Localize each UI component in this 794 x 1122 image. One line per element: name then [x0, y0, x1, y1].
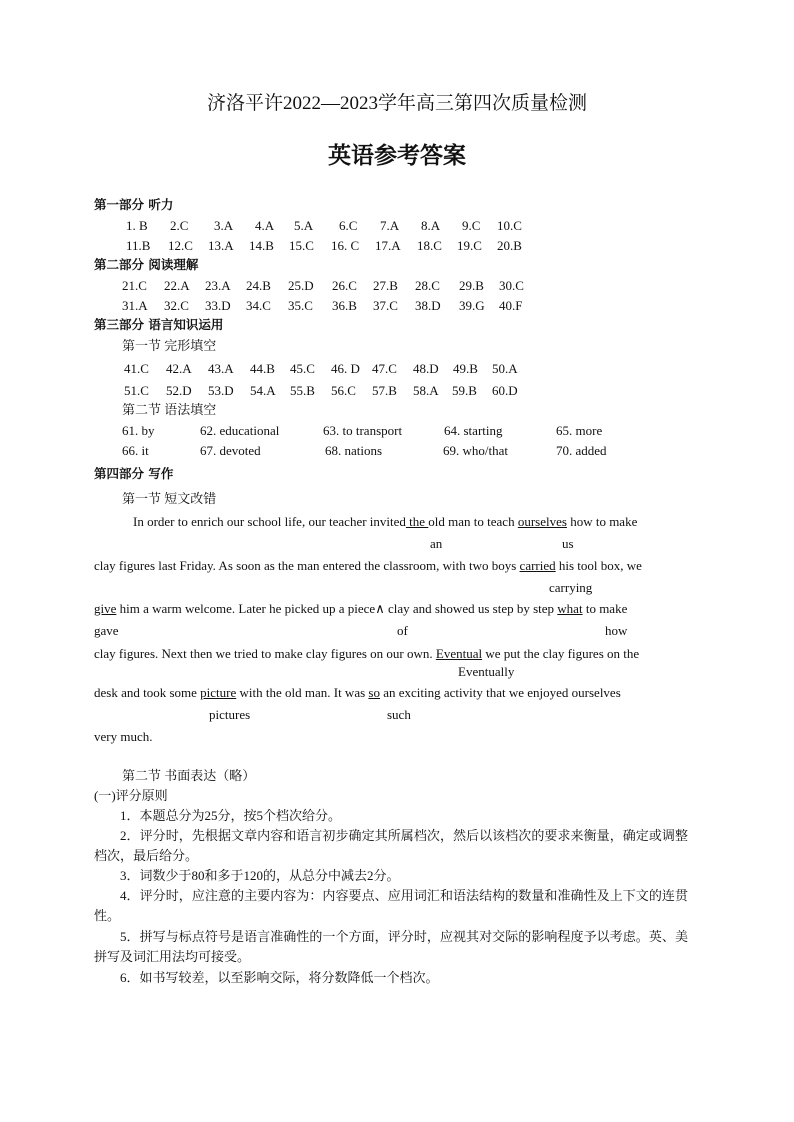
answer-item: 1. B: [126, 218, 148, 233]
part1-heading: 第一部分 听力: [94, 197, 174, 212]
scoring-principles-heading: (一)评分原则: [94, 788, 168, 803]
answer-item: 9.C: [462, 218, 481, 233]
passage-text: old man to teach: [428, 514, 518, 529]
error-word: the: [405, 514, 429, 529]
answer-item: 23.A: [205, 278, 231, 293]
answer-item: 15.C: [289, 238, 314, 253]
passage-text: to make: [582, 601, 628, 616]
error-word: what: [557, 601, 583, 616]
answer-item: 35.C: [288, 298, 313, 313]
answer-item: 44.B: [250, 361, 275, 376]
error-word: picture: [200, 685, 237, 700]
answer-item: 12.C: [168, 238, 193, 253]
answer-item: 58.A: [413, 383, 439, 398]
passage-text: his tool box, we: [555, 558, 642, 573]
answer-item: 60.D: [492, 383, 518, 398]
answer-item: 43.A: [208, 361, 234, 376]
answer-item: 31.A: [122, 298, 148, 313]
correction: us: [562, 536, 574, 551]
answer-item: 21.C: [122, 278, 147, 293]
answer-item: 69. who/that: [443, 443, 508, 458]
answer-item: 62. educational: [200, 423, 280, 438]
answer-item: 64. starting: [444, 423, 503, 438]
answer-item: 16. C: [331, 238, 360, 253]
answer-item: 3.A: [214, 218, 234, 233]
scoring-principle: 6．如书写较差，以至影响交际，将分数降低一个档次。: [120, 970, 439, 985]
answer-item: 48.D: [413, 361, 439, 376]
answer-item: 6.C: [339, 218, 358, 233]
answer-item: 61. by: [122, 423, 155, 438]
scoring-principle: 4．评分时，应注意的主要内容为：内容要点、应用词汇和语法结构的数量和准确性及上下文的连贯性。: [94, 888, 688, 923]
answer-item: 49.B: [453, 361, 478, 376]
answer-item: 45.C: [290, 361, 315, 376]
answer-item: 41.C: [124, 361, 149, 376]
answer-item: 59.B: [452, 383, 477, 398]
answer-item: 30.C: [499, 278, 524, 293]
answer-item: 2.C: [170, 218, 189, 233]
answer-item: 5.A: [294, 218, 314, 233]
error-word: so: [368, 685, 380, 700]
answer-item: 34.C: [246, 298, 271, 313]
scoring-principle: 1．本题总分为25分，按5个档次给分。: [120, 808, 342, 823]
part2-heading: 第二部分 阅读理解: [94, 257, 199, 272]
answer-item: 40.F: [499, 298, 523, 313]
passage-line: [94, 601, 627, 617]
answer-item: 55.B: [290, 383, 315, 398]
passage-line: [94, 646, 639, 662]
answer-item: 70. added: [556, 443, 607, 458]
answer-item: 20.B: [497, 238, 522, 253]
passage-text: clay figures. Next then we tried to make clay figures on our own.: [94, 646, 436, 661]
answer-item: 68. nations: [325, 443, 383, 458]
answer-item: 17.A: [375, 238, 401, 253]
answer-item: 46. D: [331, 361, 360, 376]
answer-item: 66. it: [122, 443, 149, 458]
correction: carrying: [549, 580, 593, 595]
part3-heading: 第三部分 语言知识运用: [94, 317, 224, 332]
answer-item: 50.A: [492, 361, 518, 376]
answer-item: 33.D: [205, 298, 231, 313]
passage-text: we put the clay figures on the: [482, 646, 640, 661]
answer-item: 22.A: [164, 278, 190, 293]
passage-line: very much.: [94, 729, 153, 744]
answer-item: 42.A: [166, 361, 192, 376]
answer-item: 37.C: [373, 298, 398, 313]
answer-item: 27.B: [373, 278, 398, 293]
answer-item: 4.A: [255, 218, 275, 233]
passage-text: clay figures last Friday. As soon as the man entered the classroom, with two boys: [94, 558, 520, 573]
part4-heading: 第四部分 写作: [94, 466, 174, 481]
answer-item: 39.G: [459, 298, 485, 313]
answer-item: 10.C: [497, 218, 522, 233]
passage-line: [94, 685, 621, 701]
answer-item: 14.B: [249, 238, 274, 253]
page-title: 济洛平许2022—2023学年高三第四次质量检测: [206, 93, 587, 114]
answer-item: 57.B: [372, 383, 397, 398]
error-word: Eventual: [435, 646, 483, 661]
part3-section1-heading: 第一节 完形填空: [122, 338, 217, 353]
answer-item: 52.D: [166, 383, 192, 398]
answer-item: 56.C: [331, 383, 356, 398]
answer-item: 54.A: [250, 383, 276, 398]
correction: an: [430, 536, 443, 551]
answer-item: 53.D: [208, 383, 234, 398]
answer-item: 26.C: [332, 278, 357, 293]
part4-section1-heading: 第一节 短文改错: [122, 491, 217, 506]
error-word: ourselves: [517, 514, 567, 529]
answer-item: 11.B: [126, 238, 151, 253]
scoring-principle: 3．词数少于80和多于120的，从总分中减去2分。: [120, 868, 400, 883]
correction: such: [387, 707, 411, 722]
passage-text: with the old man. It was: [236, 685, 369, 700]
passage-line: [133, 514, 637, 530]
answer-item: 18.C: [417, 238, 442, 253]
correction: of: [397, 623, 408, 638]
answer-item: 25.D: [288, 278, 314, 293]
answer-item: 63. to transport: [323, 423, 403, 438]
passage-line: [94, 558, 642, 574]
answer-item: 28.C: [415, 278, 440, 293]
correction: gave: [94, 623, 119, 638]
answer-item: 13.A: [208, 238, 234, 253]
answer-item: 32.C: [164, 298, 189, 313]
answer-item: 65. more: [556, 423, 603, 438]
answer-item: 19.C: [457, 238, 482, 253]
part4-section2-heading: 第二节 书面表达（略）: [122, 768, 256, 783]
error-word: carried: [519, 558, 556, 573]
scoring-principle: 2．评分时，先根据文章内容和语言初步确定其所属档次，然后以该档次的要求来衡量，确定或调整档次，最后给分。: [94, 828, 688, 863]
answer-item: 47.C: [372, 361, 397, 376]
error-word: give: [94, 601, 117, 616]
answer-item: 29.B: [459, 278, 484, 293]
correction: Eventually: [458, 664, 515, 679]
scoring-principle: 5．拼写与标点符号是语言准确性的一个方面，评分时，应视其对交际的影响程度予以考虑。英、美拼写及词汇用法均可接受。: [94, 929, 688, 964]
answer-item: 38.D: [415, 298, 441, 313]
answer-item: 51.C: [124, 383, 149, 398]
page-subtitle: 英语参考答案: [328, 143, 466, 168]
passage-text: desk and took some: [94, 685, 201, 700]
passage-text: an exciting activity that we enjoyed ourselves: [379, 685, 621, 700]
part3-section2-heading: 第二节 语法填空: [122, 402, 217, 417]
correction: pictures: [209, 707, 251, 722]
answer-item: 8.A: [421, 218, 441, 233]
answer-item: 67. devoted: [200, 443, 261, 458]
correction: how: [605, 623, 628, 638]
answer-item: 7.A: [380, 218, 400, 233]
passage-text: In order to enrich our school life, our teacher invited: [133, 514, 406, 529]
passage-text: how to make: [566, 514, 638, 529]
answer-item: 36.B: [332, 298, 357, 313]
answer-item: 24.B: [246, 278, 271, 293]
passage-text: him a warm welcome. Later he picked up a piece∧ clay and showed us step by step: [116, 601, 558, 616]
